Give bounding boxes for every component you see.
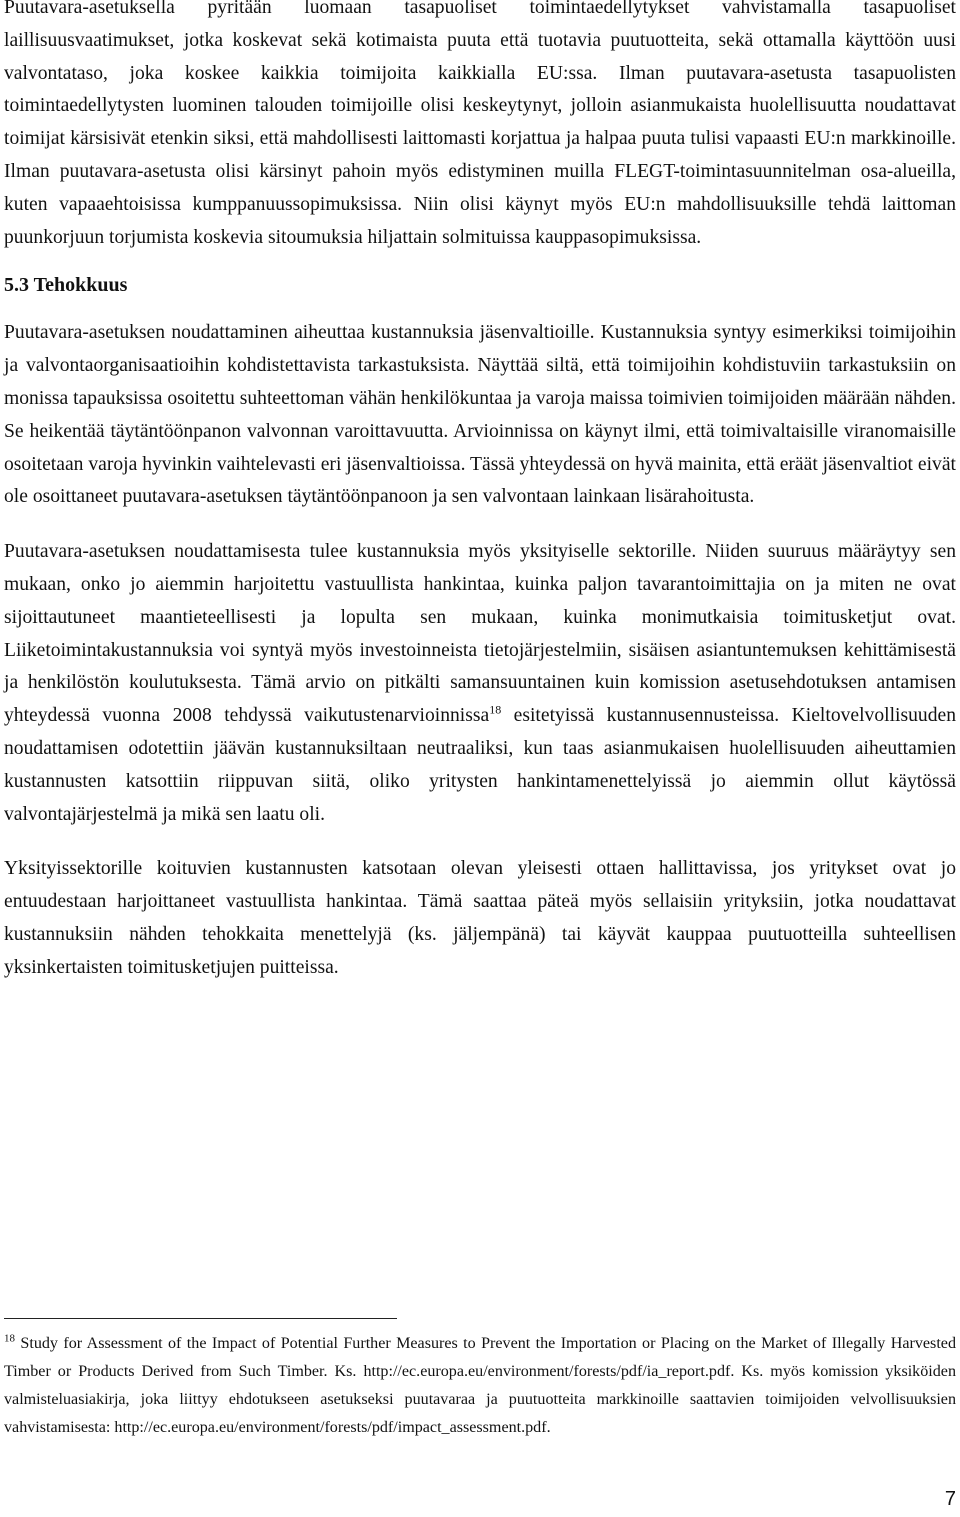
- paragraph-private-sector-costs-part2: esitetyissä kustannusennusteissa. Kieltovelvollisuuden noudattamisen odotettiin jäävän kustannuksiltaan neutraaliksi, kun taas asianmukaisen huolellisuuden aiheuttamien kustannusten katsottiin riippuvan siitä, oliko yritysten hankintamenettelyissä jo aiemmin ollut käytössä valvontajärjestelmä ja mikä sen laatu oli.: [4, 705, 956, 825]
- paragraph-private-sector-costs-part1: Puutavara-asetuksen noudattamisesta tulee kustannuksia myös yksityiselle sektorille. Niiden suuruus määräytyy sen mukaan, onko jo aiemmin harjoitettu vastuullista hankintaa, kuinka paljon tavarantoimittajia on ja miten ne ovat sijoittautuneet maantieteellisesti ja lopulta sen mukaan, kuinka monimutkaisia toimitusketjut ovat. Liiketoimintakustannuksia voi syntyä myös investoinneista tietojärjestelmiin, sisäisen asiantuntemuksen kehittämisestä ja henkilöstön koulutuksesta. Tämä arvio on pitkälti samansuuntainen kuin komission asetusehdotuksen antamisen yhteydessä vuonna 2008 tehdyssä vaikutustenarvioinnissa: [4, 541, 956, 727]
- page-number: 7: [944, 1488, 956, 1510]
- paragraph-level-playing-field: Puutavara-asetuksella pyritään luomaan tasapuoliset toimintaedellytykset vahvistamalla tasapuoliset laillisuusvaatimukset, jotka koskevat sekä kotimaista puuta että tuotavia puutuotteita, sekä ottamalla käyttöön uusi valvontataso, joka koskee kaikkia toimijoita kaikkialla EU:ssa. Ilman puutavara-asetusta tasapuolisten toimintaedellytysten luominen talouden toimijoille olisi keskeytynyt, jolloin asianmukaista huolellisuutta noudattavat toimijat kärsisivät etenkin siksi, että mahdollisesti laittomasti korjattua ja halpaa puuta tulisi vapaasti EU:n markkinoille. Ilman puutavara-asetusta olisi kärsinyt pahoin myös edistyminen muilla FLEGT-toimintasuunnitelman osa-alueilla, kuten vapaaehtoisissa kumppanuussopimuksissa. Niin olisi käynyt myös EU:n mahdollisuuksille tehdä laittoman puunkorjuun torjumista koskevia sitoumuksia hiljattain solmituissa kauppasopimuksissa.: [4, 0, 956, 248]
- paragraph-manageable-costs: Yksityissektorille koituvien kustannusten katsotaan olevan yleisesti ottaen hallittavissa, jos yritykset ovat jo entuudestaan harjoittaneet vastuullista hankintaa. Tämä saattaa päteä myös sellaisiin yrityksiin, jotka noudattavat kustannuksiin nähden tehokkaita menettelyjä (ks. jäljempänä) tai käyvät kauppaa puutuotteilla suhteellisen yksinkertaisten toimitusketjujen puitteissa.: [4, 858, 956, 978]
- paragraph-member-state-costs: Puutavara-asetuksen noudattaminen aiheuttaa kustannuksia jäsenvaltioille. Kustannuksia syntyy esimerkiksi toimijoihin ja valvontaorganisaatioihin kohdistettavista tarkastuksista. Näyttää siltä, että toimijoihin kohdistuviin tarkastuksiin on monissa tapauksissa osoitettu suhteettoman vähän henkilökuntaa ja varoja maissa toimivien toimijoiden määrään nähden. Se heikentää täytäntöönpanon valvonnan varoittavuutta. Arvioinnissa on käynyt ilmi, että toimivaltaisille viranomaisille osoitetaan varoja hyvinkin vaihtelevasti eri jäsenvaltioissa. Tässä yhteydessä on hyvä mainita, että eräät jäsenvaltiot eivät ole osoittaneet puutavara-asetuksen täytäntöönpanoon ja sen valvontaan lainkaan lisärahoitusta.: [4, 322, 956, 508]
- footnote-separator: [4, 1318, 397, 1319]
- footnote: [4, 1330, 956, 1442]
- footnote-number: 18: [4, 1332, 15, 1345]
- section-heading: 5.3 Tehokkuus: [4, 274, 128, 297]
- document-page: [4, 0, 956, 985]
- paragraph-private-sector-costs: [4, 536, 956, 831]
- footnote-text: Study for Assessment of the Impact of Potential Further Measures to Prevent the Importation or Placing on the Market of Illegally Harvested Timber or Products Derived from Such Timber. Ks. http://ec.europa.eu/environment/forests/pdf/ia_report.pdf. Ks. myös komission yksiköiden valmisteluasiakirja, joka liittyy ehdotukseen asetukseksi puutavaraa ja puutuotteita markkinoille saattavien toimijoiden velvollisuuksien vahvistamisesta: http://ec.europa.eu/environment/forests/pdf/impact_assessment.pdf.: [4, 1335, 956, 1436]
- footnote-reference[interactable]: 18: [489, 702, 502, 717]
